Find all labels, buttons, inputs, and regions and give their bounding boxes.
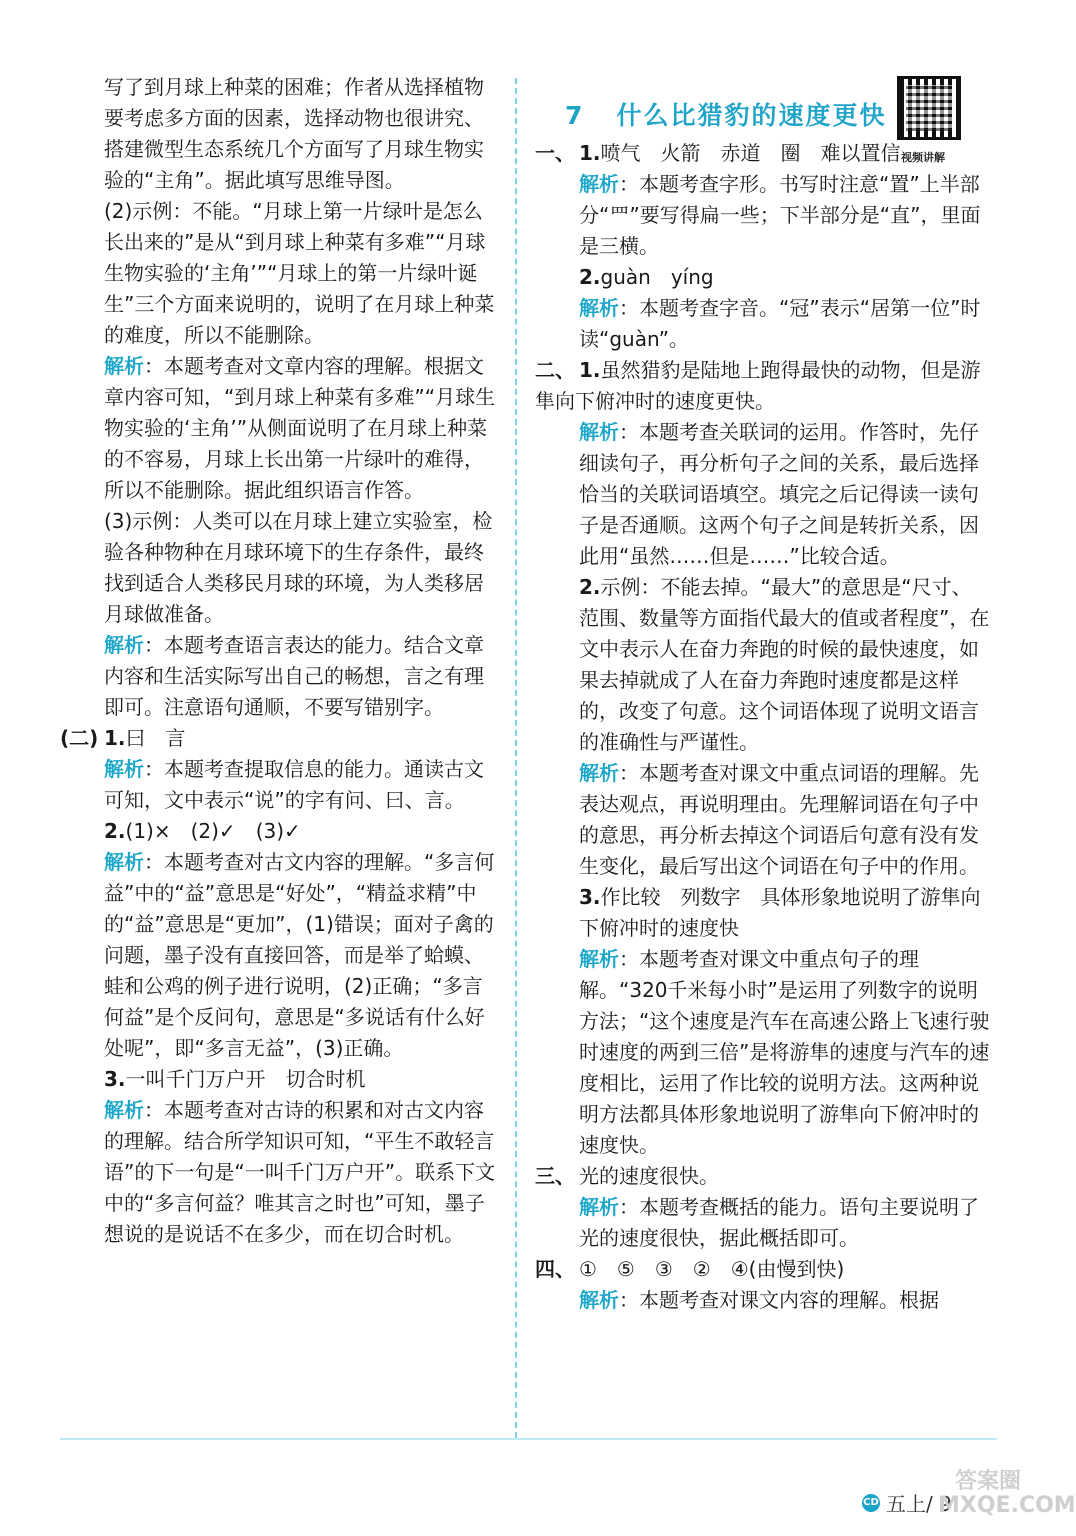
answer-text: 光的速度很快。: [579, 1164, 719, 1188]
analysis-text: ：本题考查对课文内容的理解。根据: [619, 1288, 939, 1312]
analysis: [60, 754, 500, 816]
answer-3: (3)示例：人类可以在月球上建立实验室，检验各种物种在月球环境下的生存条件，最终找到适合人类移民月球的环境，为人类移居月球做准备。: [104, 509, 493, 626]
answer-text: 一叫千门万户开 切合时机: [125, 1067, 366, 1091]
analysis-label: 解析: [579, 1195, 619, 1219]
analysis-text: ：本题考查概括的能力。语句主要说明了光的速度很快，据此概括即可。: [579, 1195, 979, 1250]
qr-caption: 视频讲解: [901, 151, 945, 164]
analysis-label: 解析: [579, 296, 619, 320]
analysis: [535, 417, 991, 572]
analysis: [60, 351, 500, 506]
answer-text: 虽然猎豹是陆地上跑得最快的动物，但是游隼向下俯冲时的速度更快。: [535, 358, 981, 413]
question-number: 3.: [104, 1067, 126, 1091]
analysis-text: ：本题考查语言表达的能力。结合文章内容和生活实际写出自己的畅想，言之有理即可。注意语句通顺，不要写错别字。: [104, 633, 484, 719]
answer-text: ① ⑤ ③ ② ④(由慢到快): [579, 1257, 845, 1281]
analysis-label: 解析: [579, 420, 619, 444]
question-number: 1.: [579, 358, 601, 382]
analysis-text: ：本题考查对古文内容的理解。“多言何益”中的“益”意思是“好处”，“精益求精”中的“益”意思是“更加”，(1)错误；面对子禽的问题，墨子没有直接回答，而是举了蛤蟆、蛙和公鸡的例子进行说明，(2)正确；“多言何益”是个反问句，意思是“多说话有什么好处呢”，即“多言无益”，(3)正确。: [104, 850, 495, 1060]
section-3-heading: 三、: [535, 1164, 575, 1188]
section-4-heading: 四、: [535, 1257, 575, 1281]
analysis-label: 解析: [579, 947, 619, 971]
analysis: [60, 1095, 500, 1250]
question-number: 2.: [579, 265, 601, 289]
question-number: 1.: [104, 726, 126, 750]
analysis-label: 解析: [104, 354, 144, 378]
section-2-q2: [535, 572, 991, 758]
section-2-q2: [60, 816, 500, 847]
question-number: 3.: [579, 885, 601, 909]
page-number: 五上/ 9: [886, 1492, 952, 1516]
analysis: [535, 1285, 991, 1316]
lesson-number: 7: [565, 101, 585, 130]
question-number: 2.: [579, 575, 601, 599]
analysis-text: ：本题考查对课文中重点句子的理解。“320千米每小时”是运用了列数字的说明方法；“这个速度是汽车在高速公路上飞速行驶时速度的两到三倍”是将游隼的速度与汽车的速度相比，运用了作比较的说明方法。这两种说明方法都具体形象地说明了游隼向下俯冲时的速度快。: [579, 947, 990, 1157]
analysis-text: ：本题考查对文章内容的理解。根据文章内容可知，“到月球上种菜有多难”“月球生物实验的‘主角’”从侧面说明了在月球上种菜的不容易，月球上长出第一片绿叶的难得，所以不能删除。据此组织语言作答。: [104, 354, 496, 502]
analysis-text: ：本题考查对古诗的积累和对古文内容的理解。结合所学知识可知，“平生不敢轻言语”的下一句是“一叫千门万户开”。联系下文中的“多言何益？唯其言之时也”可知，墨子想说的是说话不在多少，而在切合时机。: [104, 1098, 496, 1246]
analysis-label: 解析: [104, 850, 144, 874]
analysis-text: ：本题考查关联词的运用。作答时，先仔细读句子，再分析句子之间的关系，最后选择恰当的关联词语填空。填完之后记得读一读句子是否通顺。这两个句子之间是转折关系，因此用“虽然……但是……”比较合适。: [579, 420, 979, 568]
section-2-q1: [535, 355, 991, 417]
section-2-q3: [60, 1064, 500, 1095]
section-2-q3: [535, 882, 991, 944]
answer-2: (2)示例：不能。“月球上第一片绿叶是怎么长出来的”是从“到月球上种菜有多难”“月球生物实验的‘主角’”“月球上的第一片绿叶诞生”三个方面来说明的，说明了在月球上种菜的难度，所以不能删除。: [104, 199, 495, 347]
analysis-label: 解析: [579, 172, 619, 196]
analysis: [535, 944, 991, 1161]
analysis: [60, 847, 500, 1064]
analysis: [535, 169, 991, 262]
section-2-q1: [60, 723, 500, 754]
lesson-name: 什么比猎豹的速度更快: [616, 101, 887, 130]
right-column: [535, 70, 991, 1316]
analysis-text: ：本题考查字形。书写时注意“置”上半部分“罒”要写得扁一些；下半部分是“直”，里面是三横。: [579, 172, 981, 258]
question-number: 2.: [104, 819, 126, 843]
analysis: [60, 630, 500, 723]
analysis: [535, 293, 991, 355]
analysis-text: ：本题考查提取信息的能力。通读古文可知，文中表示“说”的字有问、曰、言。: [104, 757, 484, 812]
publisher-badge-icon: CD: [862, 1494, 880, 1512]
section-2-heading: (二): [60, 726, 99, 750]
answer-text: 作比较 列数字 具体形象地说明了游隼向下俯冲时的速度快: [579, 885, 981, 940]
answer-text: guàn yíng: [600, 265, 714, 289]
question-number: 1.: [579, 141, 601, 165]
section-3: [535, 1161, 991, 1192]
analysis: [535, 1192, 991, 1254]
footer-rule: [60, 1438, 997, 1440]
answer-text: (1)× (2)✓ (3)✓: [125, 819, 301, 843]
section-2-heading: 二、: [535, 358, 575, 382]
watermark: 答案圈 MXQE.COM: [938, 1469, 1076, 1518]
left-column: [60, 72, 500, 1250]
section-1-heading: 一、: [535, 141, 575, 165]
answer-text: 曰 言: [125, 726, 186, 750]
analysis-label: 解析: [104, 1098, 144, 1122]
column-divider: [515, 78, 517, 1438]
answer-text: 喷气 火箭 赤道 圈 难以置信: [600, 141, 901, 165]
analysis: [535, 758, 991, 882]
analysis-label: 解析: [579, 761, 619, 785]
section-4: [535, 1254, 991, 1285]
answer-text: 示例：不能去掉。“最大”的意思是“尺寸、范围、数量等方面指代最大的值或者程度”，在文中表示人在奋力奔跑的时候的最快速度，如果去掉就成了人在奋力奔跑时速度都是这样的，改变了句意。这个词语体现了说明文语言的准确性与严谨性。: [579, 575, 990, 754]
analysis-label: 解析: [104, 633, 144, 657]
analysis-text: ：本题考查字音。“冠”表示“居第一位”时读“guàn”。: [579, 296, 981, 351]
analysis-text: ：本题考查对课文中重点词语的理解。先表达观点，再说明理由。先理解词语在句子中的意思，再分析去掉这个词语后句意有没有发生变化，最后写出这个词语在句子中的作用。: [579, 761, 979, 878]
analysis-label: 解析: [579, 1288, 619, 1312]
analysis-label: 解析: [104, 757, 144, 781]
lesson-title: [565, 100, 887, 131]
qr-code-icon[interactable]: [897, 76, 961, 140]
paragraph: 写了到月球上种菜的困难；作者从选择植物要考虑多方面的因素，选择动物也很讲究、搭建微型生态系统几个方面写了月球生物实验的“主角”。据此填写思维导图。: [104, 75, 484, 192]
section-1-q2: [535, 262, 991, 293]
